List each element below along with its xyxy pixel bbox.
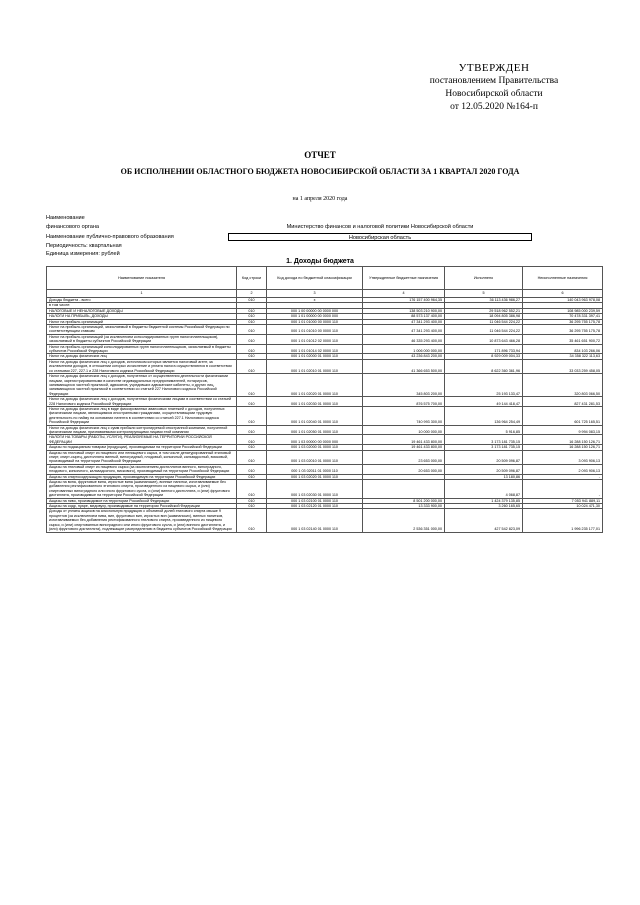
cell-kbk: 000 1 01 02020 01 0000 110 [267,374,363,397]
cell-unexecuted: 36 295 755 175,78 [523,319,603,324]
cell-code: 010 [237,359,267,373]
cell-approved: 19 461 433 800,00 [363,435,445,445]
cell-code: 010 [237,308,267,313]
approval-line-2: постановлением Правительства [429,76,559,86]
cell-unexecuted: 834 103 266,06 [523,344,603,354]
cell-unexecuted: 3 093 906,13 [523,450,603,464]
cell-code: 010 [237,298,267,303]
table-row [47,397,603,407]
cell-executed: 8 622 360 361,96 [445,359,523,373]
table-row [47,344,603,354]
col-number: 6 [523,290,603,298]
approval-line-3: Новосибирской области [445,89,543,99]
cell-kbk: 000 1 03 02140 01 0000 110 [267,509,363,532]
cell-code: 010 [237,480,267,499]
table-row [47,334,603,344]
approval-line-4: от 12.05.2020 №164-п [450,102,538,112]
header-approved: Утвержденные бюджетные назначения [363,267,445,290]
approval-line-1: УТВЕРЖДЕН [458,62,530,74]
cell-name: в том числе: [47,303,237,308]
cell-code: 010 [237,344,267,354]
cell-kbk: 000 1 03 02030 01 0000 110 [267,480,363,499]
table-row [47,464,603,474]
cell-unexecuted: - [523,480,603,499]
cell-approved: 740 993 300,00 [363,406,445,425]
cell-name: Налог на доходы физических лиц с сумм прибыли контролируемой иностранной компании, полученной физическими лицами, признаваемыми контролирующими лицами этой компании [47,425,237,435]
cell-code: 010 [237,425,267,435]
cell-unexecuted: 10 024 471,30 [523,504,603,509]
report-date: на 1 апреля 2020 года [292,196,348,202]
col-number: 3 [267,290,363,298]
table-row [47,498,603,503]
cell-name: Доходы от уплаты акцизов на алкогольную продукцию с объемной долей этилового спирта свыше 9 процентов (за исключением пива, вин, фруктовых вин, игристых вин (шампанских), винных напитков, изготавливаемых без добавления ректификованного этилового спирта, произведенного из пищевого сырья, и (или) спиртованных виноградного или иного фруктового сусла, и (или) винного дистиллята, и (или) фруктового дистиллята), подлежащие распределению в бюджеты субъектов Российской Федерации [47,509,237,532]
header-executed: Исполнено [445,267,523,290]
cell-executed: 171 896 733,94 [445,344,523,354]
org-label-1: Наименование [46,215,85,221]
header-name: Наименование показателя [47,267,237,290]
cell-approved: 88 573 137 400,00 [363,314,445,319]
cell-unexecuted: 16 288 150 126,71 [523,435,603,445]
cell-approved: 43 236 843 200,00 [363,354,445,359]
header-kbk: Код дохода по бюджетной классификации [267,267,363,290]
cell-unexecuted: 1 996 235 177,01 [523,509,603,532]
cell-name: Налог на прибыль организаций, зачисляемый в бюджеты бюджетной системы Российской Федерации по соответствующим ставкам [47,325,237,335]
cell-name: Акцизы на пиво, производимое на территории Российской Федерации [47,498,237,503]
table-row [47,474,603,479]
org-value: Министерство финансов и налоговой политики Новосибирской области [286,224,474,230]
report-subtitle: ОБ ИСПОЛНЕНИИ ОБЛАСТНОГО БЮДЖЕТА НОВОСИБИРСКОЙ ОБЛАСТИ ЗА 1 КВАРТАЛ 2020 ГОДА [120,167,520,176]
cell-name: Акцизы на спиртосодержащую продукцию, производимую на территории Российской Федерации [47,474,237,479]
income-table [46,266,603,533]
cell-approved: 2 536 351 000,00 [363,509,445,532]
cell-kbk: 000 1 01 01010 00 0000 110 [267,325,363,335]
unit-label: Единица измерения: рублей [46,251,120,257]
cell-name: Налог на прибыль организаций (за исключением консолидированных групп налогоплательщиков), зачисляемый в бюджеты субъектов Российской Федерации [47,334,237,344]
table-row [47,480,603,499]
table-row [47,359,603,373]
cell-executed: 11 046 544 224,22 [445,319,523,324]
cell-executed: 3 173 181 735,15 [445,445,523,450]
pub-label: Наименование публично-правового образования [46,234,174,240]
col-number: 2 [237,290,267,298]
org-label-2: финансового органа [46,224,100,230]
header-unexecuted: Неисполненные назначения [523,267,603,290]
cell-name: Налог на доходы физических лиц в виде фиксированных авансовых платежей с доходов, полученных физическими лицами, являющимися иностранными гражданами, осуществляющими трудовую деятельность по найму на основании патента в соответствии со статьей 227.1 Налогового кодекса Российской Федерации [47,406,237,425]
cell-code: 010 [237,374,267,397]
cell-kbk: 000 1 01 01014 02 0000 110 [267,344,363,354]
cell-code: 010 [237,334,267,344]
cell-kbk: 000 1 03 00000 00 0000 000 [267,435,363,445]
section-title: 1. Доходы бюджета [286,258,354,265]
cell-kbk: x [267,298,363,303]
table-row [47,425,603,435]
cell-approved [363,480,445,499]
cell-kbk: 000 1 00 00000 00 0000 000 [267,308,363,313]
column-number-row [47,290,603,298]
cell-executed: 427 542 823,09 [445,509,523,532]
cell-executed: 36 113 436 986,27 [445,298,523,303]
cell-approved: 47 341 293 400,00 [363,319,445,324]
cell-name: Налог на прибыль организаций [47,319,237,324]
cell-code: 010 [237,314,267,319]
cell-executed: 20 509 096,87 [445,464,523,474]
pub-value: Новосибирская область [228,233,532,241]
cell-kbk: 000 1 03 02010 01 0000 110 [267,450,363,464]
cell-unexecuted: 108 985 000 239,59 [523,308,603,313]
cell-unexecuted: 70 478 331 397,41 [523,314,603,319]
cell-code: 010 [237,450,267,464]
cell-name: Налог на доходы физических лиц [47,354,237,359]
col-number: 4 [363,290,445,298]
cell-name: Доходы бюджета - всего [47,298,237,303]
cell-approved: 19 461 433 800,00 [363,445,445,450]
cell-code: 010 [237,406,267,425]
cell-executed: 10 873 643 466,28 [445,334,523,344]
cell-kbk: 000 1 03 02120 01 0000 110 [267,504,363,509]
cell-executed: 1 424 379 135,85 [445,498,523,503]
cell-kbk: 000 1 01 02000 01 0000 110 [267,354,363,359]
table-row [47,406,603,425]
cell-kbk: 000 1 03 02020 01 0000 110 [267,474,363,479]
cell-code: 010 [237,397,267,407]
cell-code: 010 [237,464,267,474]
cell-unexecuted: 827 431 281,53 [523,397,603,407]
cell-name: Налог на доходы физических лиц с доходов, полученных от осуществления деятельности физическими лицами, зарегистрированными в качестве индивидуальных предпринимателей, нотариусов, занимающихся частной практикой, адвокатов, учредивших адвокатские кабинеты, и других лиц, занимающихся частной практикой в соответствии со статьей 227 Налогового кодекса Российской Федерации [47,374,237,397]
cell-kbk: 000 1 01 02050 01 0000 110 [267,425,363,435]
approval-stamp [384,62,604,114]
cell-unexecuted: 2 093 906,13 [523,464,603,474]
cell-name: Акцизы по подакцизным товарам (продукции), производимым на территории Российской Федерации [47,445,237,450]
cell-unexecuted: 35 461 651 900,72 [523,334,603,344]
cell-code: 010 [237,509,267,532]
table-row [47,435,603,445]
cell-executed: 11 046 544 224,22 [445,325,523,335]
cell-name: Налог на прибыль организаций консолидированных групп налогоплательщиков, зачисляемый в бюджеты субъектов Российской Федерации [47,344,237,354]
cell-name: Акцизы на этиловый спирт из пищевого сырья (за исключением дистиллятов винного, виноградного, плодового, коньячного, кальвадосного, вискового), производимый на территории Российской Федерации [47,464,237,474]
cell-executed: 3 260 165,65 [445,504,523,509]
cell-unexecuted: 320 803 066,50 [523,374,603,397]
cell-unexecuted: 9 994 083,15 [523,425,603,435]
cell-approved: 176 157 400 964,35 [363,298,445,303]
cell-kbk: 000 1 01 02040 01 0000 110 [267,406,363,425]
table-row [47,504,603,509]
cell-name: Акцизы на вина, фруктовые вина, игристые вина (шампанские), винные напитки, изготавливаемые без добавления ректификованного этилового спирта, произведенного из пищевого сырья, и (или) спиртованных виноградного или иного фруктового сусла, и (или) винного дистиллята, и (или) фруктового дистиллята, производимые на территории Российской Федерации [47,480,237,499]
cell-executed: 18 094 805 386,98 [445,314,523,319]
cell-unexecuted: 7 053 941 889,11 [523,498,603,503]
table-row [47,509,603,532]
cell-approved: 138 503 210 900,00 [363,308,445,313]
cell-unexecuted: 33 033 259 458,05 [523,359,603,373]
cell-name: Налог на доходы физических лиц с доходов, полученных физическими лицами в соответствии со статьей 228 Налогового кодекса Российской Федерации [47,397,237,407]
table-row [47,325,603,335]
cell-unexecuted: 601 725 165,51 [523,406,603,425]
cell-name: НАЛОГИ НА ПРИБЫЛЬ, ДОХОДЫ [47,314,237,319]
cell-code: 010 [237,445,267,450]
cell-code: 010 [237,504,267,509]
cell-code: 010 [237,325,267,335]
cell-name: Акцизы на этиловый спирт из пищевого или непищевого сырья, в том числе денатурированный этиловый спирт, спирт-сырец, дистилляты винный, виноградный, плодовый, коньячный, кальвадосный, висковый, производимый на территории Российской Федерации [47,450,237,464]
cell-kbk: 000 1 01 02030 01 0000 110 [267,397,363,407]
cell-executed: 8 929 009 004,33 [445,354,523,359]
cell-unexecuted: 140 043 963 978,08 [523,298,603,303]
cell-approved: 876 575 700,00 [363,397,445,407]
cell-approved: 8 501 200 000,00 [363,498,445,503]
cell-code: 010 [237,435,267,445]
cell-approved: 47 341 293 400,00 [363,325,445,335]
cell-name: НАЛОГОВЫЕ И НЕНАЛОГОВЫЕ ДОХОДЫ [47,308,237,313]
cell-approved: 1 006 000 000,00 [363,344,445,354]
cell-kbk: 000 1 01 02010 01 0000 110 [267,359,363,373]
cell-unexecuted: 16 288 150 126,71 [523,445,603,450]
cell-kbk: 000 1 01 01012 02 0000 110 [267,334,363,344]
cell-kbk: 000 1 03 02011 01 0000 110 [267,464,363,474]
cell-code: 010 [237,319,267,324]
cell-approved: 46 335 293 400,00 [363,334,445,344]
cell-executed: 4 068,87 [445,480,523,499]
cell-approved: 345 803 200,00 [363,374,445,397]
report-title: ОТЧЕТ [304,150,336,160]
cell-code: 010 [237,498,267,503]
cell-kbk: 000 1 01 00000 00 0000 000 [267,314,363,319]
cell-unexecuted: 36 295 755 175,78 [523,325,603,335]
cell-kbk: 000 1 03 02000 01 0000 110 [267,445,363,450]
cell-executed: 29 518 962 552,21 [445,308,523,313]
cell-executed: 5 916,85 [445,425,523,435]
cell-approved: 41 366 653 500,00 [363,359,445,373]
header-code: Код строки [237,267,267,290]
cell-approved: 20 653 000,00 [363,464,445,474]
cell-executed: 13 180,86 [445,474,523,479]
col-number: 1 [47,290,237,298]
table-row [47,445,603,450]
cell-name: НАЛОГИ НА ТОВАРЫ (РАБОТЫ, УСЛУГИ), РЕАЛИЗУЕМЫЕ НА ТЕРРИТОРИИ РОССИЙСКОЙ ФЕДЕРАЦИИ [47,435,237,445]
cell-name: Акцизы на сидр, пуаре, медовуху, производимые на территории Российской Федерации [47,504,237,509]
cell-unexecuted: - [523,474,603,479]
period-label: Периодичность: квартальная [46,243,122,249]
cell-code: 010 [237,474,267,479]
cell-name: Налог на доходы физических лиц с доходов, источником которых является налоговый агент, за исключением доходов, в отношении которых исчисление и уплата налога осуществляются в соответствии со статьями 227, 227.1 и 228 Налогового кодекса Российской Федерации [47,359,237,373]
cell-unexecuted: 34 358 322 113,63 [523,354,603,359]
cell-executed: 136 964 254,49 [445,406,523,425]
cell-executed: 49 144 418,47 [445,397,523,407]
col-number: 5 [445,290,523,298]
cell-approved: 23 653 000,00 [363,450,445,464]
table-row [47,450,603,464]
cell-kbk: 000 1 03 02100 01 0000 110 [267,498,363,503]
cell-executed: 20 509 096,87 [445,450,523,464]
table-row [47,374,603,397]
cell-approved: 13 333 900,00 [363,504,445,509]
cell-executed: 25 193 133,47 [445,374,523,397]
cell-code: 010 [237,354,267,359]
table-header-row [47,267,603,290]
cell-executed: 3 173 181 735,15 [445,435,523,445]
cell-kbk: 000 1 01 01000 00 0000 110 [267,319,363,324]
cell-approved: 10 000 000,00 [363,425,445,435]
